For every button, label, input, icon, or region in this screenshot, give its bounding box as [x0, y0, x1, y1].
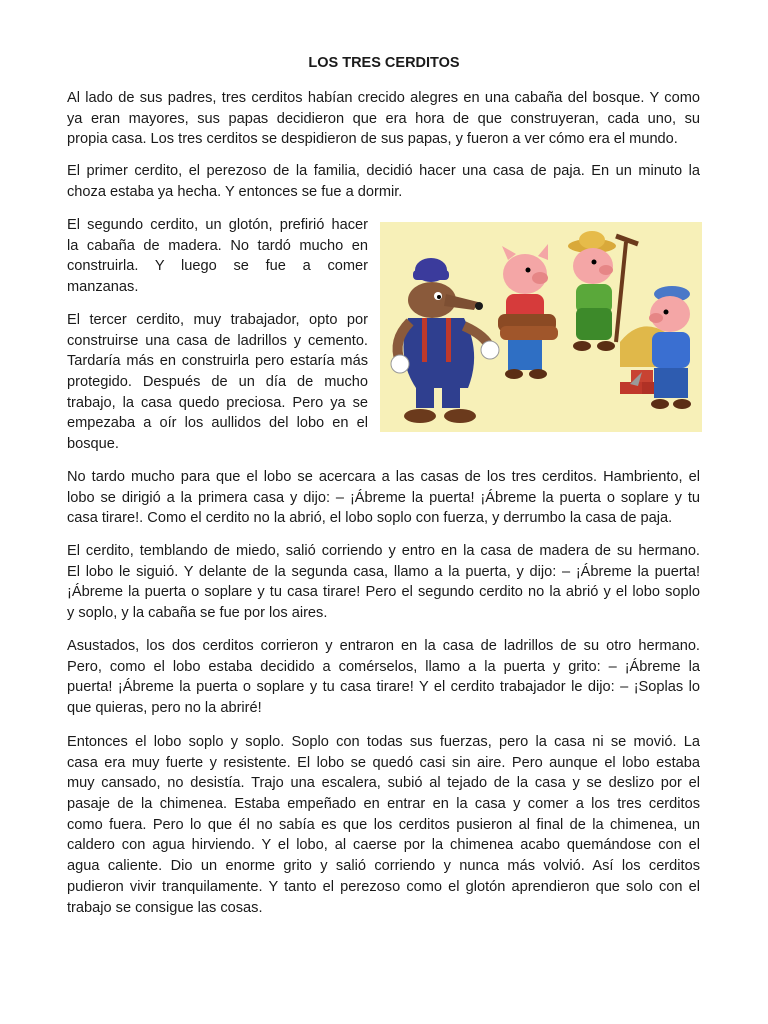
text-line: trabajo, la casa quedo preciosa. Pero ya se — [67, 394, 368, 411]
text-line: puerta! ¡Ábreme la puerta o soplare y tu casa tirare! Y el cerdito trabajador le dijo: – ¡Soplas lo — [67, 679, 700, 696]
text-line: y soplo, y la cabaña se fue por los aires. — [67, 605, 328, 622]
paragraph-5 — [67, 467, 700, 529]
text-line: protegido. Después de un día de mucho — [67, 374, 368, 391]
text-line: muy cansado, no desistía. Trajo una escalera, subió al tejado de la casa y se deslizo por el — [67, 775, 700, 792]
text-line: construirla. Y luego se fue a comer — [67, 258, 368, 275]
paragraph-4 — [67, 310, 368, 455]
paragraph-2 — [67, 161, 700, 202]
text-line: trabajo se consigue las cosas. — [67, 899, 263, 916]
three-little-pigs-illustration — [380, 222, 702, 432]
text-line: El segundo cerdito, un glotón, prefirió hacer — [67, 217, 368, 233]
text-line: Pero, como el lobo estaba decidido a comérselos, llamo a la puerta y grito: – ¡Ábreme la — [67, 658, 700, 675]
text-line: como fuera. Pero lo que él no sabía es que los cerditos pusieron al final de la chimenea, un — [67, 816, 700, 833]
text-line: El cerdito, temblando de miedo, salió corriendo y entro en la casa de madera de su hermano. — [67, 543, 700, 559]
text-line: casa era muy fuerte y resistente. El lobo se quedó casi sin aire. Pero aunque el lobo estaba — [67, 754, 700, 771]
text-line: construirse una casa de ladrillos y cemento. — [67, 332, 368, 349]
text-line: Asustados, los dos cerditos corrieron y entraron en la casa de ladrillos de su otro hermano. — [67, 638, 700, 654]
text-line: ¡Ábreme la puerta o soplare y tu casa tirare! Pero el segundo cerdito no la abrió y el lobo soplo — [67, 584, 700, 601]
text-line: que quieras, pero no la abriré! — [67, 700, 262, 717]
text-line: propia casa. Los tres cerditos se despidieron de sus papas, y fueron a ver cómo era el mundo. — [67, 131, 678, 148]
text-line: bosque. — [67, 436, 119, 453]
text-line: El tercer cerdito, muy trabajador, opto por — [67, 312, 368, 328]
text-line: choza estaba ya hecha. Y entonces se fue a dormir. — [67, 183, 403, 200]
text-line: pudieron vivir tranquilamente. Y tanto el perezoso como el glotón aprendieron que solo con el — [67, 878, 700, 895]
text-line: la cabaña de madera. No tardó mucho en — [67, 237, 368, 254]
text-line: empezaba a oír los aullidos del lobo en el — [67, 415, 368, 432]
document-title: LOS TRES CERDITOS — [308, 55, 460, 71]
text-line: El lobo le siguió. Y delante de la segunda casa, llamo a la puerta, y dijo: – ¡Ábreme la puerta! — [67, 563, 700, 580]
paragraph-8 — [67, 732, 700, 918]
text-line: manzanas. — [67, 279, 139, 296]
text-line: casa tirare!. Como el cerdito no la abrió, el lobo soplo con fuerza, y derrumbo la casa de paja. — [67, 510, 673, 527]
text-line: El primer cerdito, el perezoso de la familia, decidió hacer una casa de paja. En un minuto la — [67, 163, 700, 179]
text-line: caldero con agua hirviendo. Y el lobo, al caerse por la chimenea acabo quemándose con el — [67, 837, 700, 854]
text-line: Al lado de sus padres, tres cerditos habían crecido alegres en una cabaña del bosque. Y como — [67, 90, 700, 106]
text-line: lobo se dirigió a la primera casa y dijo: – ¡Ábreme la puerta! ¡Ábreme la puerta o soplare y tu — [67, 489, 700, 506]
text-line: pasaje de la chimenea. Estaba empeñado en entrar en la casa y comer a los tres cerditos — [67, 796, 700, 813]
text-line: Entonces el lobo soplo y soplo. Soplo con todas sus fuerzas, pero la casa ni se movió. La — [67, 734, 700, 750]
paragraph-1 — [67, 88, 700, 150]
text-line: ya eran mayores, sus papas decidieron que era hora de que construyeran, cada uno, su — [67, 110, 700, 127]
text-line: Tardaría más en construirla pero estaría más — [67, 353, 368, 370]
paragraph-3 — [67, 215, 368, 298]
text-line: No tardo mucho para que el lobo se acercara a las casas de los tres cerditos. Hambriento, el — [67, 469, 700, 485]
paragraph-6 — [67, 541, 700, 624]
paragraph-7 — [67, 636, 700, 719]
text-line: agua caliente. Dio un enorme grito y salió corriendo y nunca más volvió. Así los cerditos — [67, 858, 700, 875]
